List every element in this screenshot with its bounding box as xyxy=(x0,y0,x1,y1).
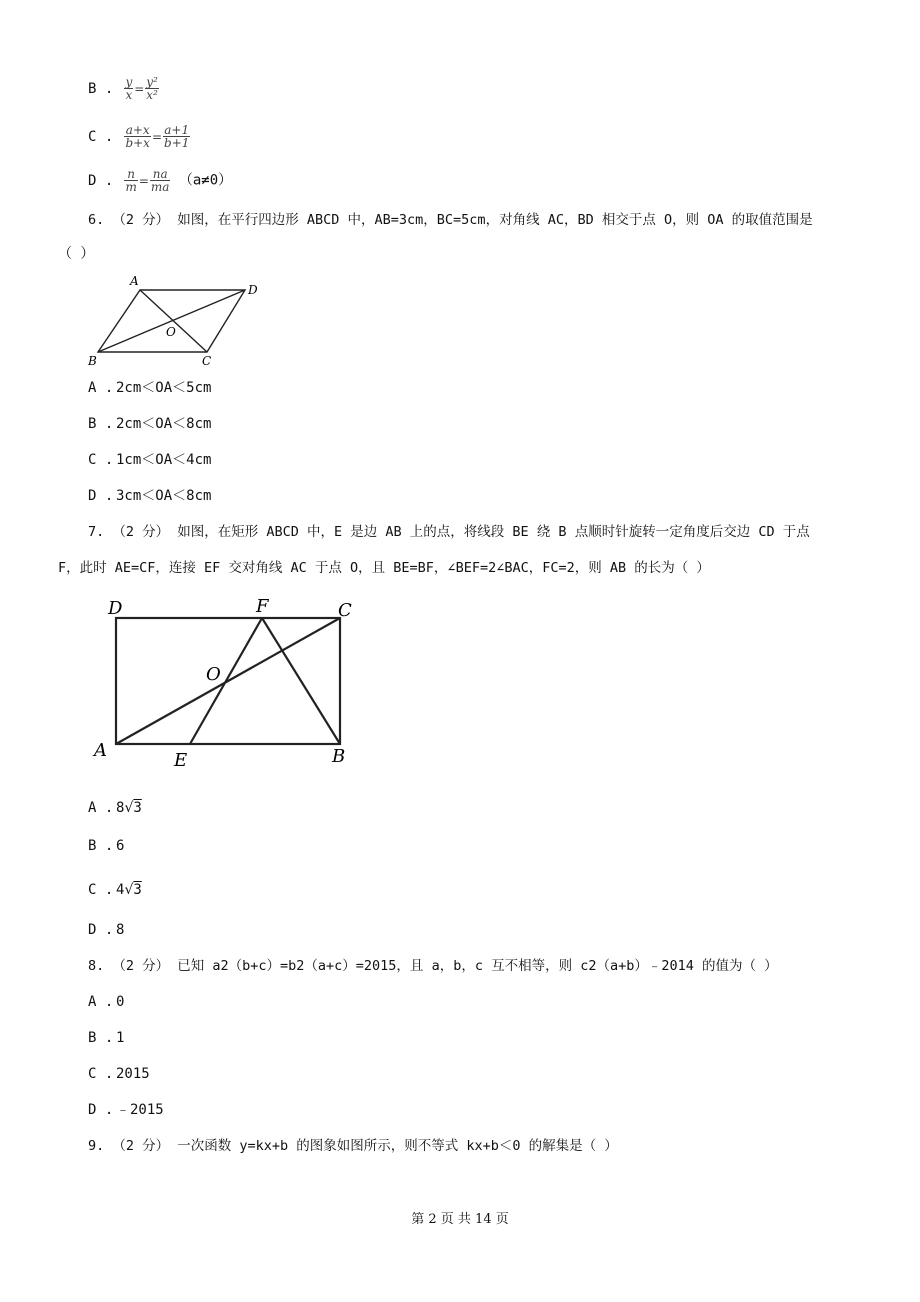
segment-fb xyxy=(262,618,340,744)
sqrt-icon: √ xyxy=(124,800,134,816)
option-label: C . xyxy=(88,882,114,898)
label-a: A xyxy=(130,274,139,288)
option-label: A . xyxy=(88,994,114,1010)
option-text: 1 xyxy=(116,1030,125,1046)
q9-stem: 9. （2 分） 一次函数 y=kx+b 的图象如图所示，则不等式 kx+b＜0 的解集是（ ） xyxy=(88,1138,618,1154)
q7-stem-line2: F，此时 AE=CF，连接 EF 交对角线 AC 于点 O，且 BE=BF，∠BEF=2∠BAC，FC=2，则 AB 的长为（ ） xyxy=(58,560,710,576)
option-label: B . xyxy=(88,416,114,432)
diagonal-ac xyxy=(116,618,340,744)
denominator: m xyxy=(125,180,137,194)
q7-option-a xyxy=(88,798,142,818)
coefficient: 4 xyxy=(116,882,125,898)
label-c: C xyxy=(202,354,212,368)
denominator: b+x xyxy=(125,136,150,150)
radicand: 3 xyxy=(133,800,142,816)
label-b: B xyxy=(332,746,346,767)
q6-option-b xyxy=(88,414,211,434)
option-label: C . xyxy=(88,452,114,468)
q7-rectangle-figure xyxy=(88,594,368,774)
option-label: D . xyxy=(88,922,114,938)
q7-option-c xyxy=(88,880,142,900)
fraction-rhs xyxy=(145,76,159,101)
option-text: 2cm＜OA＜5cm xyxy=(116,380,212,396)
coefficient: 8 xyxy=(116,800,125,816)
option-text: 2cm＜OA＜8cm xyxy=(116,416,212,432)
numerator: n xyxy=(124,168,137,181)
q6-stem-line1: 6. （2 分） 如图，在平行四边形 ABCD 中，AB=3cm，BC=5cm，对角线 AC，BD 相交于点 O，则 OA 的取值范围是 xyxy=(88,212,813,228)
label-e: E xyxy=(174,750,188,771)
denominator: ma xyxy=(150,180,170,194)
q5-option-c xyxy=(88,124,190,149)
option-text: 3cm＜OA＜8cm xyxy=(116,488,212,504)
segment-ef xyxy=(190,618,262,744)
label-b: B xyxy=(88,354,97,368)
q6-stem-line2: （ ） xyxy=(58,246,95,262)
option-text: 2015 xyxy=(116,1066,150,1082)
fraction-rhs xyxy=(150,168,171,193)
label-c: C xyxy=(338,600,352,621)
q8-option-a xyxy=(88,992,124,1012)
numerator: y² xyxy=(146,75,158,89)
numerator: y xyxy=(125,75,133,89)
fraction-lhs xyxy=(124,124,151,149)
option-label: D . xyxy=(88,172,114,189)
option-label: B . xyxy=(88,80,114,97)
label-a: A xyxy=(94,740,107,761)
option-label: C . xyxy=(88,1066,114,1082)
option-label: C . xyxy=(88,128,114,145)
denominator: x xyxy=(125,88,133,102)
q5-option-b xyxy=(88,76,159,101)
option-label: B . xyxy=(88,1030,114,1046)
label-f: F xyxy=(256,596,269,617)
diagonal-bd xyxy=(98,290,245,352)
fraction-lhs xyxy=(124,76,133,101)
q8-option-c xyxy=(88,1064,150,1084)
option-text: 6 xyxy=(116,838,125,854)
denominator: b+1 xyxy=(164,136,190,150)
option-label: D . xyxy=(88,488,114,504)
label-o: O xyxy=(206,664,221,685)
numerator: a+1 xyxy=(164,123,190,137)
q6-parallelogram-figure xyxy=(80,270,280,370)
option-text: ﹣2015 xyxy=(116,1102,164,1118)
option-label: D . xyxy=(88,1102,114,1118)
q6-option-a xyxy=(88,378,211,398)
q8-stem: 8. （2 分） 已知 a2（b+c）=b2（a+c）=2015，且 a，b，c 互不相等，则 c2（a+b）﹣2014 的值为（ ） xyxy=(88,958,778,974)
q5-option-d xyxy=(88,168,232,193)
denominator: x² xyxy=(146,88,158,102)
q6-option-c xyxy=(88,450,211,470)
equals-sign: = xyxy=(134,81,145,96)
radicand: 3 xyxy=(133,882,142,898)
condition-text: （a≠0） xyxy=(178,172,233,189)
numerator: a+x xyxy=(125,123,150,137)
option-label: B . xyxy=(88,838,114,854)
q8-option-b xyxy=(88,1028,124,1048)
equals-sign: = xyxy=(138,173,149,188)
q7-stem-line1: 7. （2 分） 如图，在矩形 ABCD 中，E 是边 AB 上的点，将线段 BE 绕 B 点顺时针旋转一定角度后交边 CD 于点 xyxy=(88,524,810,540)
label-o: O xyxy=(166,325,176,339)
option-text: 0 xyxy=(116,994,125,1010)
fraction-lhs xyxy=(124,168,137,193)
option-label: A . xyxy=(88,380,114,396)
q7-option-d xyxy=(88,920,124,940)
page-footer: 第 2 页 共 14 页 xyxy=(411,1212,509,1227)
q7-option-b xyxy=(88,836,124,856)
q8-option-d xyxy=(88,1100,164,1120)
option-text: 1cm＜OA＜4cm xyxy=(116,452,212,468)
sqrt-icon: √ xyxy=(124,882,134,898)
numerator: na xyxy=(150,168,171,181)
q6-option-d xyxy=(88,486,211,506)
fraction-rhs xyxy=(163,124,190,149)
equals-sign: = xyxy=(151,129,163,144)
option-label: A . xyxy=(88,800,114,816)
label-d: D xyxy=(248,283,258,297)
label-d: D xyxy=(108,598,123,619)
diagonal-ac xyxy=(140,290,207,352)
option-text: 8 xyxy=(116,922,125,938)
